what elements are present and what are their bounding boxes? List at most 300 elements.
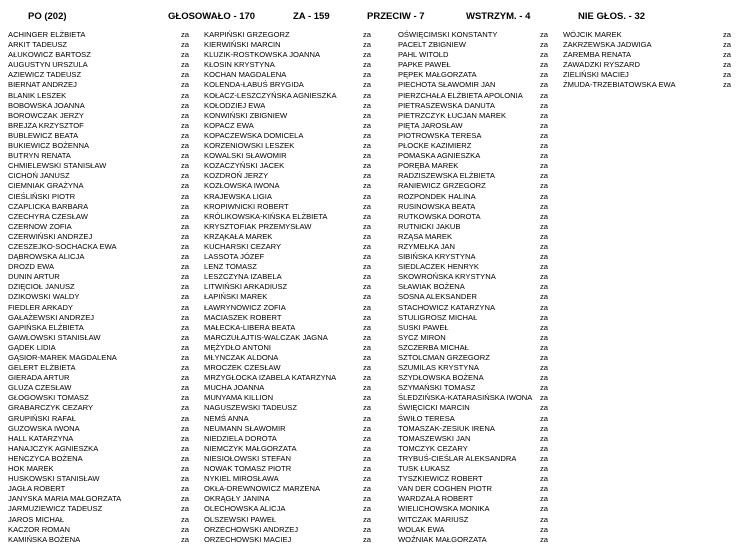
member-name: GELERT ELŻBIETA	[8, 363, 76, 373]
member-name: DZIĘCIOŁ JANUSZ	[8, 282, 75, 292]
member-vote: za	[540, 282, 549, 292]
member-name: LENZ TOMASZ	[204, 262, 257, 272]
member-name: OLECHOWSKA ALICJA	[204, 504, 286, 514]
member-name: NIEMCZYK MAŁGORZATA	[204, 443, 297, 453]
member-name: MACIASZEK ROBERT	[204, 312, 282, 322]
member-name: AZIEWICZ TADEUSZ	[8, 70, 82, 80]
member-name: KRÓLIKOWSKA-KIŃSKA ELŻBIETA	[204, 211, 328, 221]
member-vote: za	[363, 302, 372, 312]
member-vote: za	[181, 272, 190, 282]
member-name: ROZPONDEK HALINA	[398, 191, 476, 201]
member-vote: za	[723, 40, 732, 50]
member-vote: za	[540, 110, 549, 120]
member-vote: za	[540, 191, 549, 201]
member-vote: za	[363, 252, 372, 262]
member-name: KLUZIK-ROSTKOWSKA JOANNA	[204, 50, 321, 60]
member-vote: za	[363, 110, 372, 120]
member-name: STACHOWICZ KATARZYNA	[398, 302, 496, 312]
member-vote: za	[363, 514, 372, 524]
member-name: ACHINGER ELŻBIETA	[8, 30, 86, 39]
member-name: KOŁACZ-LESZCZYŃSKA AGNIESZKA	[204, 90, 337, 100]
member-name: KIERWIŃSKI MARCIN	[204, 40, 281, 50]
club-total: PO (202)	[28, 11, 67, 22]
member-name: NEUMANN SŁAWOMIR	[204, 423, 286, 433]
member-name: ŁAWRYNOWICZ ZOFIA	[204, 302, 286, 312]
member-vote: za	[181, 120, 190, 130]
member-vote: za	[540, 464, 549, 474]
member-name: WITCZAK MARIUSZ	[398, 514, 469, 524]
member-name: SUSKI PAWEŁ	[398, 322, 449, 332]
member-vote: za	[723, 70, 732, 80]
member-name: OKRĄGŁY JANINA	[204, 494, 270, 504]
member-name: BOROWCZAK JERZY	[8, 110, 84, 120]
against-count: PRZECIW - 7	[367, 11, 425, 22]
member-vote: za	[540, 141, 549, 151]
member-vote: za	[181, 524, 190, 534]
member-vote: za	[181, 151, 190, 161]
member-name: GRUPIŃSKI RAFAŁ	[8, 413, 76, 423]
member-name: BUTRYN RENATA	[8, 151, 71, 161]
member-vote: za	[363, 433, 372, 443]
member-vote: za	[181, 60, 190, 70]
member-name: ŁAPIŃSKI MAREK	[204, 292, 268, 302]
member-vote: za	[181, 282, 190, 292]
member-name: SIBIŃSKA KRYSTYNA	[398, 252, 476, 262]
member-name: STULIGROSZ MICHAŁ	[398, 312, 478, 322]
member-name: NEMŚ ANNA	[204, 413, 249, 423]
member-name: RANIEWICZ GRZEGORZ	[398, 181, 486, 191]
member-name: ZIELIŃSKI MACIEJ	[563, 70, 629, 80]
member-vote: za	[723, 80, 732, 90]
member-name: VAN DER COGHEN PIOTR	[398, 484, 492, 494]
member-vote: za	[363, 504, 372, 514]
member-vote: za	[181, 161, 190, 171]
member-name: MUCHA JOANNA	[204, 383, 265, 393]
member-vote: za	[181, 403, 190, 413]
member-name: KUCHARSKI CEZARY	[204, 241, 282, 251]
member-vote: za	[540, 322, 549, 332]
member-vote: za	[181, 373, 190, 383]
member-vote: za	[181, 453, 190, 463]
member-name: RUTKOWSKA DOROTA	[398, 211, 481, 221]
member-vote: za	[363, 141, 372, 151]
member-name: CICHOŃ JANUSZ	[8, 171, 70, 181]
member-vote: za	[540, 90, 549, 100]
member-name: ARKIT TADEUSZ	[8, 40, 68, 50]
member-name: KRYSZTOFIAK PRZEMYSŁAW	[204, 221, 312, 231]
member-vote: za	[181, 504, 190, 514]
member-vote: za	[363, 393, 372, 403]
member-name: RUTNICKI JAKUB	[398, 221, 461, 231]
member-vote: za	[540, 393, 549, 403]
member-name: KOWALSKI SŁAWOMIR	[204, 151, 287, 161]
member-vote: za	[181, 484, 190, 494]
member-name: BLANIK LESZEK	[8, 90, 67, 100]
member-name: HALL KATARZYNA	[8, 433, 74, 443]
member-name: SIEDLACZEK HENRYK	[398, 262, 479, 272]
member-name: PAHL WITOLD	[398, 50, 449, 60]
member-vote: za	[181, 30, 190, 39]
member-name: NIESIOŁOWSKI STEFAN	[204, 453, 291, 463]
member-name: BOBOWSKA JOANNA	[8, 100, 85, 110]
member-name: PACELT ZBIGNIEW	[398, 40, 466, 50]
member-name: KORZENIOWSKI LESZEK	[204, 141, 295, 151]
member-name: NIEDZIELA DOROTA	[204, 433, 277, 443]
member-vote: za	[363, 130, 372, 140]
member-vote: za	[540, 262, 549, 272]
member-vote: za	[363, 342, 372, 352]
member-vote: za	[540, 332, 549, 342]
member-name: PIETRZCZYK ŁUCJAN MAREK	[398, 110, 507, 120]
member-vote: za	[540, 50, 549, 60]
member-name: JAGŁA ROBERT	[8, 484, 66, 494]
member-vote: za	[540, 211, 549, 221]
member-name: BIERNAT ANDRZEJ	[8, 80, 77, 90]
member-vote: za	[363, 363, 372, 373]
member-name: DROZD EWA	[8, 262, 55, 272]
member-name: GĄDEK LIDIA	[8, 342, 56, 352]
member-vote: za	[181, 241, 190, 251]
member-vote: za	[540, 100, 549, 110]
member-vote: za	[540, 70, 549, 80]
member-name: GAŁAŻEWSKI ANDRZEJ	[8, 312, 95, 322]
member-name: ZAREMBA RENATA	[563, 50, 632, 60]
member-vote: za	[181, 80, 190, 90]
member-vote: za	[540, 453, 549, 463]
member-name: KOŁODZIEJ EWA	[204, 100, 266, 110]
member-vote: za	[363, 181, 372, 191]
member-name: MROCZEK CZESŁAW	[204, 363, 281, 373]
member-name: TOMASZAK-ZESIUK IRENA	[398, 423, 495, 433]
member-name: TOMCZYK CEZARY	[398, 443, 468, 453]
member-name: WOLAK EWA	[398, 524, 445, 534]
member-vote: za	[181, 211, 190, 221]
member-vote: za	[540, 524, 549, 534]
member-vote: za	[363, 282, 372, 292]
member-vote: za	[723, 60, 732, 70]
member-name: TOMASZEWSKI JAN	[398, 433, 471, 443]
member-name: DUNIN ARTUR	[8, 272, 60, 282]
member-name: KOPACZEWSKA DOMICELA	[204, 130, 304, 140]
member-vote: za	[540, 484, 549, 494]
member-name: PIĘTA JAROSŁAW	[398, 120, 463, 130]
member-vote: za	[181, 353, 190, 362]
member-name: CZESZEJKO-SOCHACKA EWA	[8, 241, 117, 251]
member-name: SZYDŁOWSKA BOŻENA	[398, 373, 484, 383]
member-vote: za	[181, 70, 190, 80]
member-vote: za	[181, 292, 190, 302]
member-vote: za	[363, 120, 372, 130]
member-name: SZUMILAS KRYSTYNA	[398, 363, 479, 373]
member-vote: za	[363, 161, 372, 171]
member-name: GĄSIOR-MAREK MAGDALENA	[8, 353, 117, 362]
member-vote: za	[363, 90, 372, 100]
member-name: NAGUSZEWSKI TADEUSZ	[204, 403, 297, 413]
member-name: KRZĄKAŁA MAREK	[204, 231, 273, 241]
member-name: HANAJCZYK AGNIESZKA	[8, 443, 99, 453]
member-vote: za	[363, 211, 372, 221]
member-vote: za	[363, 262, 372, 272]
member-vote: za	[540, 231, 549, 241]
member-name: BUBLEWICZ BEATA	[8, 130, 79, 140]
member-vote: za	[181, 322, 190, 332]
member-name: CIEŚLIŃSKI PIOTR	[8, 191, 76, 201]
member-vote: za	[540, 80, 549, 90]
member-name: CZAPLICKA BARBARA	[8, 201, 89, 211]
member-name: ŚWIŁO TERESA	[398, 413, 455, 423]
member-name: PIETRASZEWSKA DANUTA	[398, 100, 495, 110]
member-name: GRABARCZYK CEZARY	[8, 403, 94, 413]
member-name: ORZECHOWSKI MACIEJ	[204, 534, 292, 544]
member-name: LESZCZYNA IZABELA	[204, 272, 282, 282]
member-vote: za	[181, 494, 190, 504]
member-name: HOK MAREK	[8, 464, 54, 474]
member-name: AUGUSTYN URSZULA	[8, 60, 88, 70]
member-name: OKŁA-DREWNOWICZ MARZENA	[204, 484, 321, 494]
member-name: JARMUZIEWICZ TADEUSZ	[8, 504, 103, 514]
member-vote: za	[181, 363, 190, 373]
member-vote: za	[181, 181, 190, 191]
member-name: SZYMAŃSKI TOMASZ	[398, 383, 476, 393]
member-vote: za	[181, 393, 190, 403]
member-name: GUZOWSKA IWONA	[8, 423, 80, 433]
member-name: BREJZA KRZYSZTOF	[8, 120, 84, 130]
member-vote: za	[540, 474, 549, 484]
member-name: JANYSKA MARIA MAŁGORZATA	[8, 494, 122, 504]
member-vote: za	[540, 171, 549, 181]
member-vote: za	[363, 423, 372, 433]
member-name: AŁUKOWICZ BARTOSZ	[8, 50, 91, 60]
member-name: SZCZERBA MICHAŁ	[398, 342, 469, 352]
member-name: PIECHOTA SŁAWOMIR JAN	[398, 80, 496, 90]
member-vote: za	[363, 70, 372, 80]
member-vote: za	[540, 494, 549, 504]
member-name: SZTOLCMAN GRZEGORZ	[398, 353, 490, 362]
member-name: SOSNA ALEKSANDER	[398, 292, 477, 302]
member-vote: za	[363, 534, 372, 544]
member-vote: za	[540, 373, 549, 383]
member-name: CZECHYRA CZESŁAW	[8, 211, 88, 221]
member-vote: za	[540, 292, 549, 302]
member-name: PAPKE PAWEŁ	[398, 60, 451, 70]
member-name: MŁYNCZAK ALDONA	[204, 353, 279, 362]
member-name: GŁOGOWSKI TOMASZ	[8, 393, 89, 403]
member-vote: za	[363, 191, 372, 201]
member-name: CIEMNIAK GRAŻYNA	[8, 181, 84, 191]
member-vote: za	[540, 151, 549, 161]
member-name: KOPACZ EWA	[204, 120, 254, 130]
not-voting-count: NIE GŁOS. - 32	[578, 11, 646, 22]
member-vote: za	[363, 50, 372, 60]
member-vote: za	[540, 413, 549, 423]
member-name: KACZOR ROMAN	[8, 524, 71, 534]
member-name: SKOWROŃSKA KRYSTYNA	[398, 272, 496, 282]
member-vote: za	[181, 221, 190, 231]
member-vote: za	[540, 383, 549, 393]
member-vote: za	[181, 423, 190, 433]
member-name: GAWŁOWSKI STANISŁAW	[8, 332, 101, 342]
member-name: RZYMEŁKA JAN	[398, 241, 455, 251]
member-vote: za	[181, 100, 190, 110]
member-vote: za	[181, 191, 190, 201]
member-name: KOZACZYŃSKI JACEK	[204, 161, 285, 171]
member-vote: za	[363, 322, 372, 332]
member-vote: za	[181, 332, 190, 342]
member-vote: za	[363, 80, 372, 90]
member-name: ZAWADZKI RYSZARD	[563, 60, 640, 70]
member-vote: za	[363, 312, 372, 322]
member-vote: za	[363, 151, 372, 161]
member-vote: za	[181, 50, 190, 60]
member-vote: za	[540, 403, 549, 413]
member-vote: za	[363, 484, 372, 494]
member-vote: za	[181, 413, 190, 423]
member-name: TYSZKIEWICZ ROBERT	[398, 474, 483, 484]
member-name: ŚWIĘCICKI MARCIN	[398, 403, 470, 413]
member-vote: za	[363, 332, 372, 342]
member-vote: za	[181, 40, 190, 50]
member-vote: za	[181, 110, 190, 120]
member-name: LASSOTA JÓZEF	[204, 252, 265, 262]
member-name: KRAJEWSKA LIGIA	[204, 191, 272, 201]
member-name: CHMIELEWSKI STANISŁAW	[8, 161, 107, 171]
member-name: RZĄSA MAREK	[398, 231, 453, 241]
member-vote: za	[540, 433, 549, 443]
member-vote: za	[540, 302, 549, 312]
member-vote: za	[540, 201, 549, 211]
member-name: HUSKOWSKI STANISŁAW	[8, 474, 100, 484]
member-name: RUSINOWSKA BEATA	[398, 201, 476, 211]
member-vote: za	[363, 171, 372, 181]
member-name: BUKIEWICZ BOŻENNA	[8, 141, 90, 151]
member-vote: za	[363, 221, 372, 231]
member-vote: za	[363, 353, 372, 362]
member-name: OŚWIĘCIMSKI KONSTANTY	[398, 30, 498, 39]
member-vote: za	[540, 514, 549, 524]
member-name: POMASKA AGNIESZKA	[398, 151, 481, 161]
member-vote: za	[363, 464, 372, 474]
member-name: DZIKOWSKI WALDY	[8, 292, 80, 302]
member-vote: za	[363, 60, 372, 70]
member-vote: za	[181, 534, 190, 544]
member-vote: za	[363, 100, 372, 110]
member-name: LITWIŃSKI ARKADIUSZ	[204, 282, 288, 292]
member-name: TUSK ŁUKASZ	[398, 464, 450, 474]
member-name: NYKIEL MIROSŁAWA	[204, 474, 279, 484]
member-vote: za	[363, 474, 372, 484]
member-name: MAŁECKA-LIBERA BEATA	[204, 322, 296, 332]
member-vote: za	[181, 383, 190, 393]
member-name: WIELICHOWSKA MONIKA	[398, 504, 490, 514]
member-name: HENCZYCA BOŻENA	[8, 453, 83, 463]
member-vote: za	[181, 231, 190, 241]
member-vote: za	[540, 342, 549, 352]
member-name: KŁOSIN KRYSTYNA	[204, 60, 275, 70]
member-vote: za	[363, 292, 372, 302]
member-vote: za	[363, 383, 372, 393]
member-vote: za	[540, 40, 549, 50]
member-vote: za	[363, 413, 372, 423]
member-vote: za	[540, 423, 549, 433]
member-vote: za	[723, 50, 732, 60]
member-vote: za	[540, 443, 549, 453]
member-vote: za	[363, 30, 372, 39]
member-name: GAPIŃSKA ELŻBIETA	[8, 322, 84, 332]
member-name: TRYBUŚ-CIEŚLAR ALEKSANDRA	[398, 453, 517, 463]
member-vote: za	[363, 524, 372, 534]
member-name: KAMIŃSKA BOŻENA	[8, 534, 81, 544]
member-vote: za	[181, 464, 190, 474]
member-vote: za	[181, 262, 190, 272]
member-vote: za	[363, 494, 372, 504]
member-vote: za	[181, 433, 190, 443]
member-vote: za	[363, 241, 372, 251]
member-vote: za	[540, 252, 549, 262]
member-vote: za	[540, 241, 549, 251]
member-name: MRZYGŁOCKA IZABELA KATARZYNA	[204, 373, 337, 383]
member-vote: za	[540, 363, 549, 373]
member-vote: za	[181, 474, 190, 484]
member-name: RADZISZEWSKA ELŻBIETA	[398, 171, 495, 181]
member-name: FIEDLER ARKADY	[8, 302, 73, 312]
member-name: PŁOCKE KAZIMIERZ	[398, 141, 472, 151]
member-name: OLSZEWSKI PAWEŁ	[204, 514, 277, 524]
member-vote: za	[181, 130, 190, 140]
member-name: KOLENDA-ŁABUŚ BRYGIDA	[204, 80, 304, 90]
member-vote: za	[540, 504, 549, 514]
member-name: KROPIWNICKI ROBERT	[204, 201, 289, 211]
member-name: CZERWIŃSKI ANDRZEJ	[8, 231, 93, 241]
member-name: ŻMUDA-TRZEBIATOWSKA EWA	[563, 80, 676, 90]
member-vote: za	[363, 443, 372, 453]
member-vote: za	[540, 181, 549, 191]
member-vote: za	[540, 221, 549, 231]
member-name: KOZDROŃ JERZY	[204, 171, 269, 181]
member-name: MUNYAMA KILLION	[204, 393, 274, 403]
member-vote: za	[363, 373, 372, 383]
member-name: WARDZAŁA ROBERT	[398, 494, 474, 504]
member-vote: za	[181, 90, 190, 100]
member-name: JAROS MICHAŁ	[8, 514, 65, 524]
member-vote: za	[723, 30, 732, 39]
member-vote: za	[540, 353, 549, 362]
member-vote: za	[181, 312, 190, 322]
member-name: KONWIŃSKI ZBIGNIEW	[204, 110, 288, 120]
member-vote: za	[181, 342, 190, 352]
member-vote: za	[181, 141, 190, 151]
member-name: WÓJCIK MAREK	[563, 30, 622, 39]
member-vote: za	[363, 201, 372, 211]
member-name: NOWAK TOMASZ PIOTR	[204, 464, 292, 474]
member-name: CZERNOW ZOFIA	[8, 221, 72, 231]
member-vote: za	[181, 302, 190, 312]
member-vote: za	[363, 231, 372, 241]
member-name: SYCZ MIRON	[398, 332, 446, 342]
member-name: ŚLEDZIŃSKA-KATARASIŃSKA IWONA	[398, 393, 533, 403]
member-name: GIERADA ARTUR	[8, 373, 70, 383]
member-vote: za	[181, 201, 190, 211]
member-vote: za	[540, 272, 549, 282]
member-name: SŁAWIAK BOŻENA	[398, 282, 465, 292]
member-vote: za	[363, 453, 372, 463]
member-name: DĄBROWSKA ALICJA	[8, 252, 85, 262]
member-name: PORĘBA MAREK	[398, 161, 459, 171]
member-name: GLUZA CZESŁAW	[8, 383, 72, 393]
member-vote: za	[540, 60, 549, 70]
for-count: ZA - 159	[293, 11, 330, 22]
member-vote: za	[540, 130, 549, 140]
member-vote: za	[181, 514, 190, 524]
